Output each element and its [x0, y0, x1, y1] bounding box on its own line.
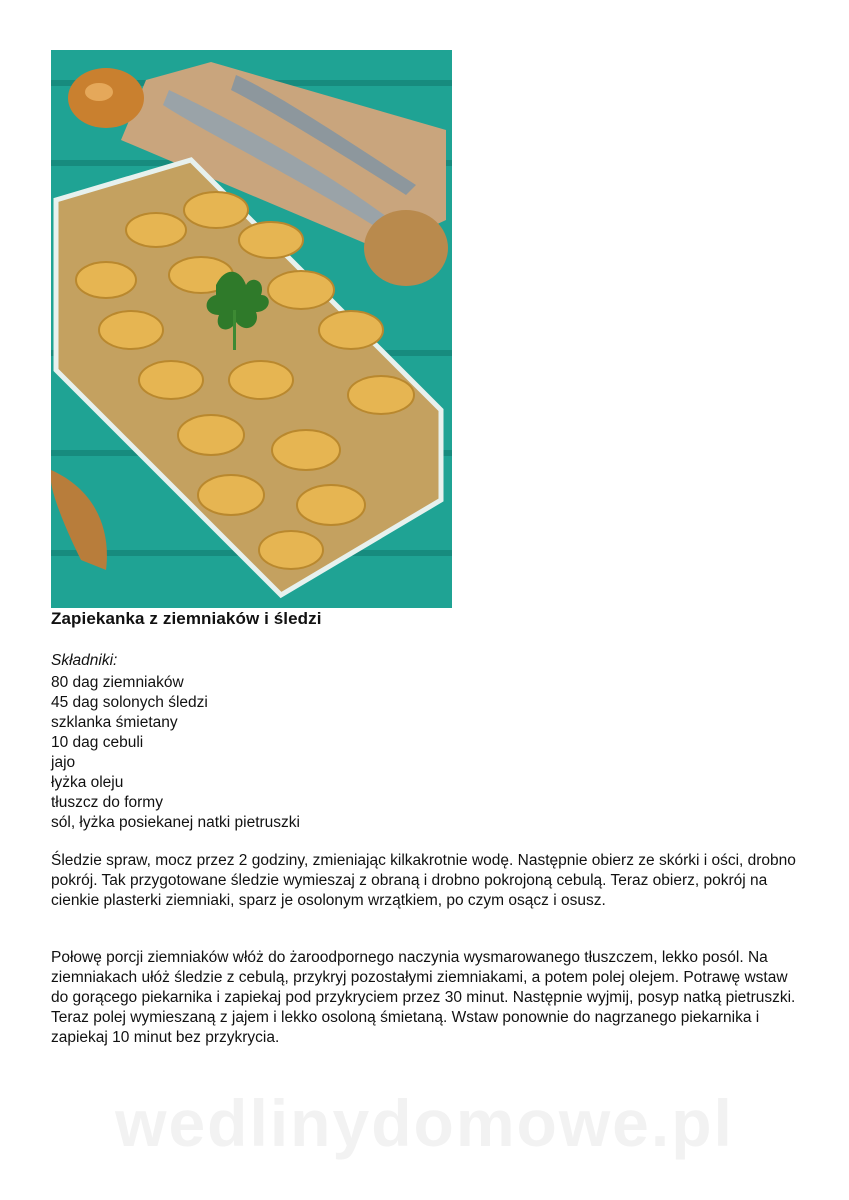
recipe-photo: [51, 50, 452, 608]
ingredient-item: 80 dag ziemniaków: [51, 674, 184, 691]
ingredient-item: szklanka śmietany: [51, 714, 178, 731]
ingredients-list: [51, 673, 300, 833]
ingredient-item: 45 dag solonych śledzi: [51, 694, 208, 711]
potato: [364, 210, 448, 286]
ingredient-item: sól, łyżka posiekanej natki pietruszki: [51, 814, 300, 831]
watermark: wedlinydomowe.pl: [115, 1086, 734, 1160]
instructions-paragraph: Połowę porcji ziemniaków włóż do żaroodpornego naczynia wysmarowanego tłuszczem, lekko posól. Na ziemniakach ułóż śledzie z cebulą, przykryj pozostałymi ziemniakami, a potem polej olejem. Potrawę wstaw do gorącego piekarnika i zapiekaj pod przykryciem przez 30 minut. Następnie wyjmij, posyp natką pietruszki. Teraz polej wymieszaną z jajem i lekko osoloną śmietaną. Wstaw ponownie do nagrzanego piekarnika i zapiekaj 10 minut bez przykrycia.: [51, 949, 796, 1046]
ingredient-item: łyżka oleju: [51, 774, 124, 791]
ingredient-item: tłuszcz do formy: [51, 794, 163, 811]
recipe-title: Zapiekanka z ziemniaków i śledzi: [51, 609, 322, 628]
ingredient-item: 10 dag cebuli: [51, 734, 144, 751]
ingredient-item: jajo: [51, 754, 76, 771]
onion: [68, 68, 144, 128]
ingredients-label: Składniki:: [51, 652, 118, 669]
instructions-paragraph: Śledzie spraw, mocz przez 2 godziny, zmieniając kilkakrotnie wodę. Następnie obierz ze skórki i ości, drobno pokrój. Tak przygotowane śledzie wymieszaj z obraną i drobno pokrojoną cebulą. Teraz obierz, pokrój na cienkie plasterki ziemniaki, sparz je osolonym wrzątkiem, po czym osącz i osusz.: [51, 852, 796, 909]
